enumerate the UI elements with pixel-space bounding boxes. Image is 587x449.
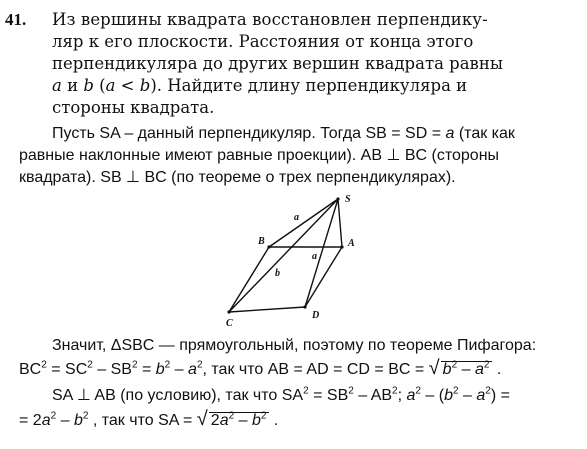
label-a-SB: a xyxy=(294,212,299,223)
label-B: B xyxy=(258,236,265,247)
vertex-D xyxy=(303,305,306,308)
problem-line-2: ляр к его плоскости. Расстояния от конца этого xyxy=(52,32,474,51)
problem-line-4: a и b (a < b). Найдите длину перпендикуляра и xyxy=(52,76,468,95)
solution-line-7: = $2a^2 - b^2$ , так что SA = √ $2a^2 - b^2$ . xyxy=(19,408,279,430)
solution-line-5: $BC^2 = SC^2 - SB^2 = b^2 - a^2$, так что AB = AD = CD = BC = √ $b^2 - a^2$ . xyxy=(19,357,502,379)
problem-line-3: перпендикуляра до других вершин квадрата равны xyxy=(52,54,503,73)
vertex-S xyxy=(336,197,339,200)
solution-line-3: квадрата). SB ⊥ BC (по теореме о трех перпендикулярах). xyxy=(19,169,456,186)
edge-SB xyxy=(269,199,338,247)
edge-SC xyxy=(229,199,338,312)
solution-line-6: SA ⊥ AB (по условию), так что $SA^2 = SB^2 - AB^2$; $a^2 - (b^2 - a^2)$ = xyxy=(52,385,510,404)
solution-line-4: Значит, ΔSBC — прямоугольный, поэтому по теореме Пифагора: xyxy=(52,337,537,354)
problem-line-5: стороны квадрата. xyxy=(52,98,215,117)
label-a-SD: a xyxy=(312,251,317,262)
label-C: C xyxy=(226,318,233,329)
problem-number: 41. xyxy=(5,10,27,29)
problem-line-1: Из вершины квадрата восстановлен перпендику- xyxy=(52,10,488,29)
label-D: D xyxy=(312,310,320,321)
sqrt-2a2-b2: √ $2a^2 - b^2$ xyxy=(197,411,270,431)
label-b-SC: b xyxy=(275,268,280,279)
vertex-C xyxy=(227,310,230,313)
label-S: S xyxy=(345,194,351,205)
edge-BC xyxy=(229,247,269,312)
edge-SA xyxy=(338,199,342,247)
vertex-B xyxy=(267,245,270,248)
vertex-A xyxy=(340,245,343,248)
solution-line-2: равные наклонные имеют равные проекции). AB ⊥ BC (стороны xyxy=(19,147,500,164)
solution-line-1: Пусть SA – данный перпендикуляр. Тогда SB = SD = a (так как xyxy=(52,125,515,142)
edge-CD xyxy=(229,307,305,312)
edge-AD xyxy=(305,247,342,307)
label-A: A xyxy=(348,238,355,249)
sqrt-b2-a2: √ $b^2 - a^2$ xyxy=(429,360,493,380)
